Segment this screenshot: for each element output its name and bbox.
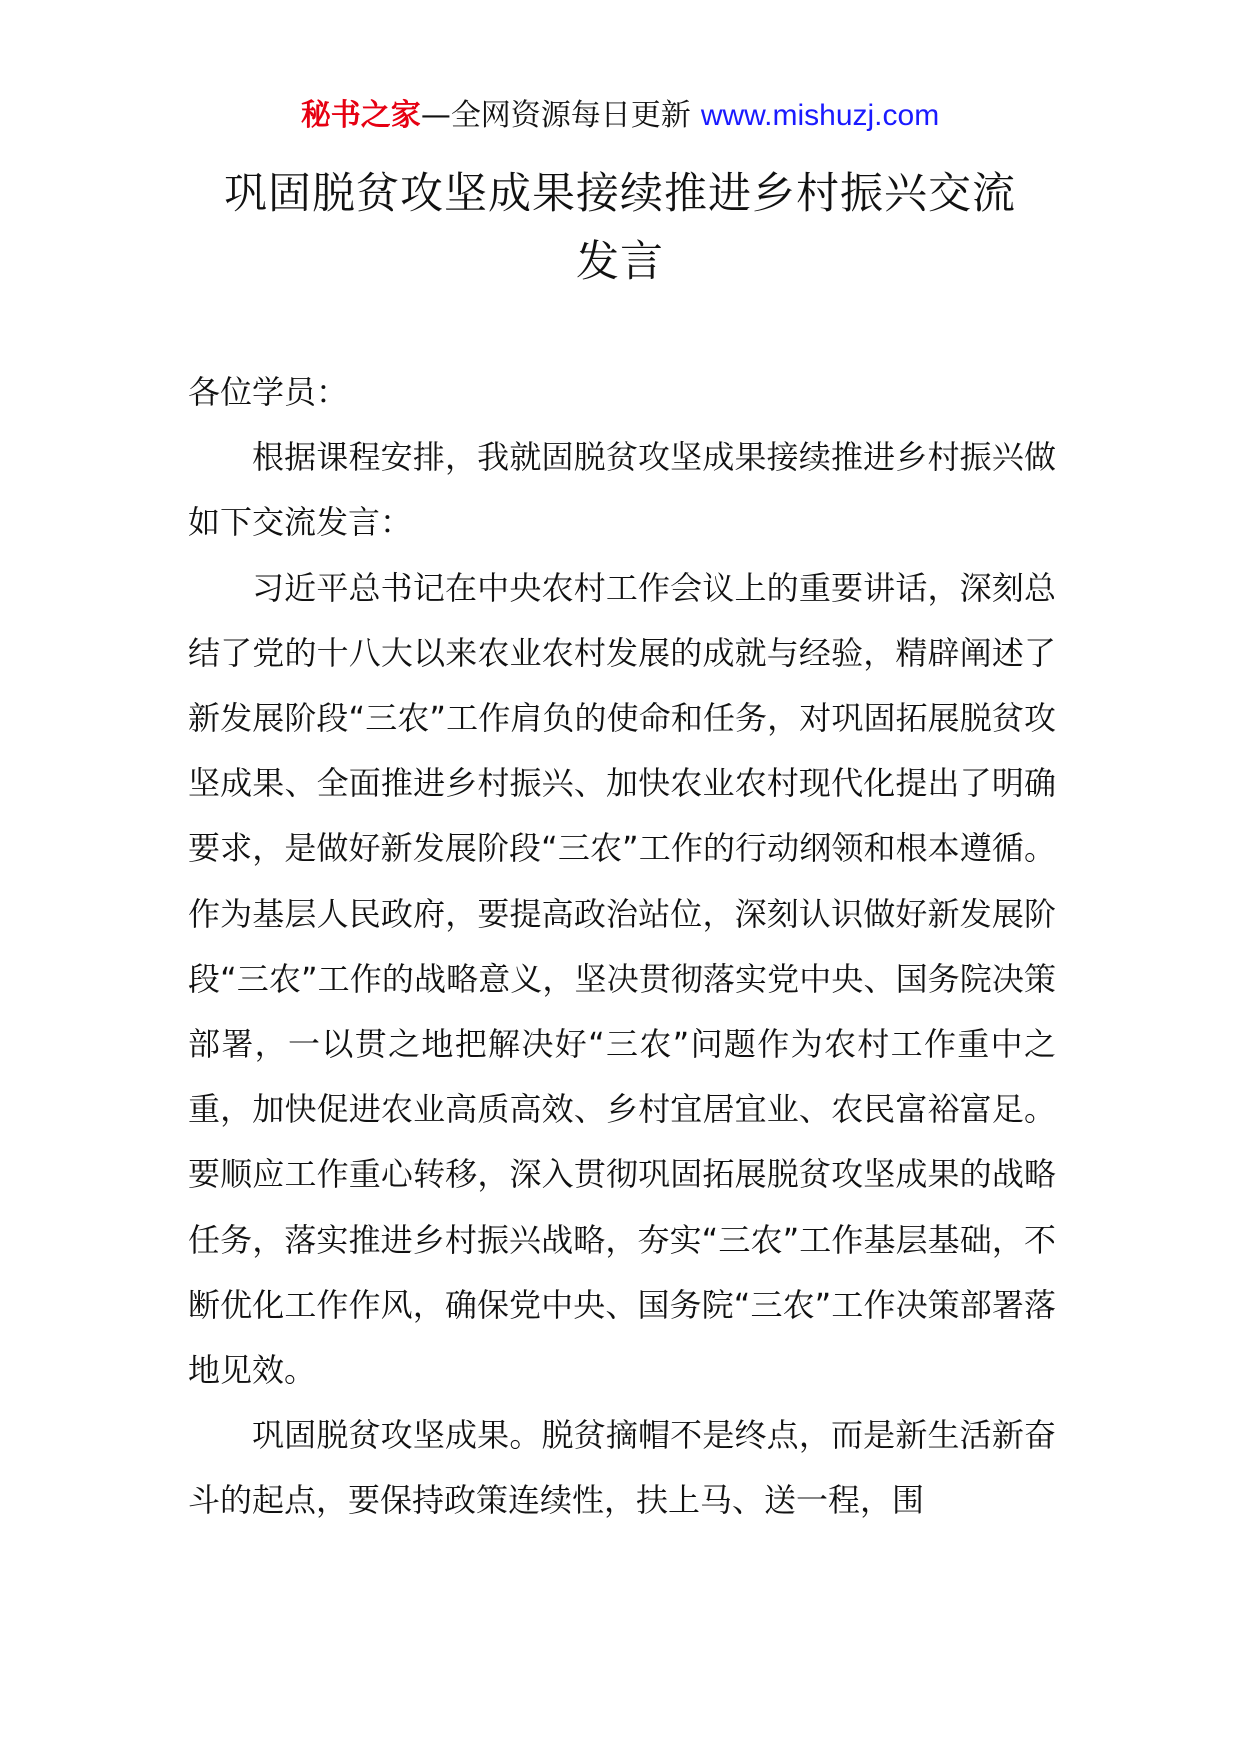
paragraph-consolidate: 巩固脱贫攻坚成果。脱贫摘帽不是终点，而是新生活新奋斗的起点，要保持政策连续性，扶上马、送一程，围	[188, 1416, 1056, 1520]
title-line-2: 发言	[576, 237, 664, 287]
salutation: 各位学员：	[188, 373, 349, 411]
watermark-header	[0, 96, 1240, 136]
paragraph-main: 习近平总书记在中央农村工作会议上的重要讲话，深刻总结了党的十八大以来农业农村发展的成就与经验，精辟阐述了新发展阶段“三农”工作肩负的使命和任务，对巩固拓展脱贫攻坚成果、全面推进乡村振兴、加快农业农村现代化提出了明确要求，是做好新发展阶段“三农”工作的行动纲领和根本遵循。作为基层人民政府，要提高政治站位，深刻认识做好新发展阶段“三农”工作的战略意义，坚决贯彻落实党中央、国务院决策部署，一以贯之地把解决好“三农”问题作为农村工作重中之重，加快促进农业高质高效、乡村宜居宜业、农民富裕富足。要顺应工作重心转移，深入贯彻巩固拓展脱贫攻坚成果的战略任务，落实推进乡村振兴战略，夯实“三农”工作基层基础，不断优化工作作风，确保党中央、国务院“三农”工作决策部署落地见效。	[188, 568, 1056, 1390]
paragraph-intro: 根据课程安排，我就固脱贫攻坚成果接续推进乡村振兴做如下交流发言：	[188, 438, 1056, 542]
document-title	[160, 160, 1080, 296]
document-body	[188, 360, 1056, 1534]
header-tagline: —全网资源每日更新	[420, 98, 691, 133]
site-url-link[interactable]: www.mishuzj.com	[700, 99, 940, 132]
brand-name: 秘书之家	[300, 98, 421, 133]
title-line-1: 巩固脱贫攻坚成果接续推进乡村振兴交流	[224, 169, 1016, 219]
